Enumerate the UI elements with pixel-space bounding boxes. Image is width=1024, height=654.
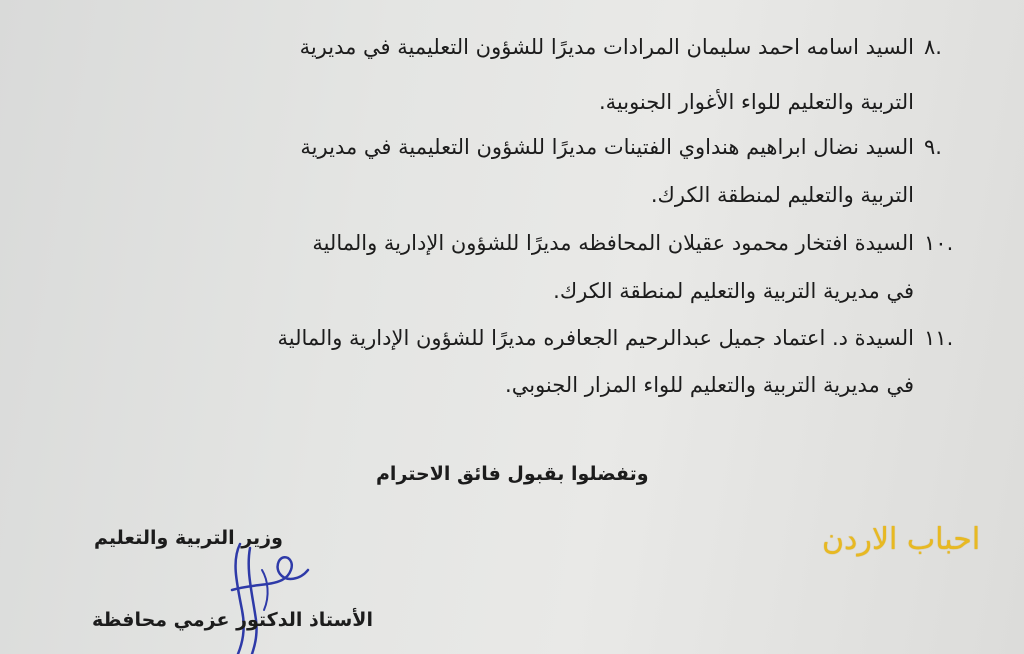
item-number: .١١ — [924, 326, 954, 350]
signatory-title: وزير التربية والتعليم — [94, 527, 283, 549]
item-line: السيدة افتخار محمود عقيلان المحافظه مديرًا للشؤون الإدارية والمالية — [312, 231, 914, 255]
item-line: في مديرية التربية والتعليم للواء المزار الجنوبي. — [505, 373, 914, 397]
item-number: .٩ — [924, 135, 942, 159]
item-line: في مديرية التربية والتعليم لمنطقة الكرك. — [553, 279, 914, 303]
item-line: السيد اسامه احمد سليمان المرادات مديرًا للشؤون التعليمية في مديرية — [299, 35, 914, 59]
item-line: السيدة د. اعتماد جميل عبدالرحيم الجعافره مديرًا للشؤون الإدارية والمالية — [277, 326, 914, 350]
item-line: السيد نضال ابراهيم هنداوي الفتينات مديرًا للشؤون التعليمية في مديرية — [300, 135, 914, 159]
item-number: .٨ — [924, 35, 942, 59]
signatory-name: الأستاذ الدكتور عزمي محافظة — [92, 609, 373, 631]
watermark-text: احباب الاردن — [822, 522, 981, 557]
item-line: التربية والتعليم لمنطقة الكرك. — [650, 183, 914, 207]
item-line: التربية والتعليم للواء الأغوار الجنوبية. — [598, 90, 914, 114]
item-number: .١٠ — [924, 231, 954, 255]
handwritten-signature — [212, 540, 322, 654]
closing-line: وتفضلوا بقبول فائق الاحترام — [376, 463, 649, 485]
